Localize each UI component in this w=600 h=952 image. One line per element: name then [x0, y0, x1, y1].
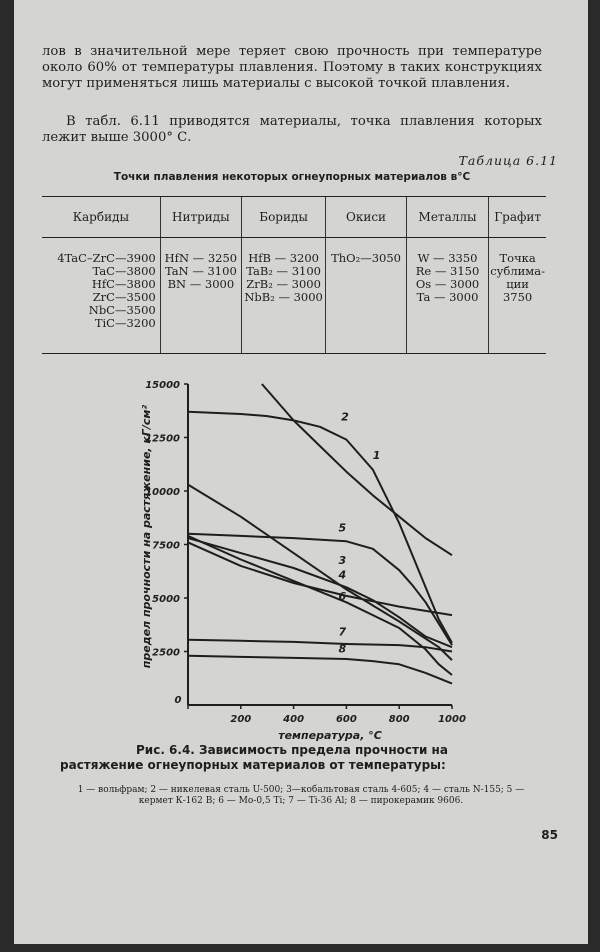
- cell-nitrides: [160, 238, 241, 354]
- paragraph-1: лов в значительной мере теряет свою прочность при температуре около 60% от температуры плавления. Поэтому в таких конструкциях могут применяться лишь материалы с высокой точкой плавления.: [42, 44, 542, 91]
- cell-borides: [242, 238, 326, 354]
- header-borides: Бориды: [242, 197, 326, 238]
- melting-points-table: [42, 196, 546, 354]
- x-tick-label: 1000: [438, 714, 466, 725]
- y-axis-label: предел прочности на растяжение, кГ/см²: [140, 404, 153, 669]
- table-entry: HfC—3800: [91, 277, 156, 291]
- y-tick-label: 5000: [152, 594, 180, 605]
- table-entry: BN — 3000: [167, 277, 235, 291]
- x-axis-label: температура, °C: [278, 729, 382, 742]
- series-label-4: 4: [338, 568, 347, 582]
- series-label-1: 1: [372, 448, 381, 462]
- series-line-1: [262, 384, 452, 555]
- y-tick-label: 12500: [145, 433, 180, 445]
- header-metals: Металлы: [406, 197, 488, 238]
- series-line-8: [188, 656, 452, 684]
- table-entry: TaC—3800: [92, 264, 156, 278]
- figure-caption: Рис. 6.4. Зависимость предела прочности на растяжение огнеупорных материалов от температуры:: [60, 743, 448, 772]
- x-tick-label: 400: [283, 714, 305, 725]
- series-line-7: [188, 640, 452, 652]
- y-tick-label: 10000: [145, 487, 180, 498]
- series-label-2: 2: [341, 410, 349, 424]
- series-label-8: 8: [338, 642, 347, 656]
- header-nitrides: Нитриды: [160, 197, 241, 238]
- table-entry: HfN — 3250: [164, 251, 238, 265]
- series-label-6: 6: [338, 590, 347, 604]
- header-carbides: Карбиды: [42, 197, 160, 238]
- series-label-3: 3: [338, 553, 347, 567]
- table-entry: 3750: [502, 290, 533, 304]
- table-entry: ции: [506, 277, 529, 291]
- strength-temperature-chart: [0, 370, 600, 742]
- table-entry: Точка: [499, 251, 536, 265]
- table-number: Таблица 6.11: [458, 153, 558, 168]
- table-entry: ZrC—3500: [92, 290, 156, 304]
- table-entry: ZrB₂ — 3000: [246, 277, 321, 291]
- page-number: 85: [541, 828, 558, 842]
- paragraph-2: В табл. 6.11 приводятся материалы, точка плавления которых лежит выше 3000° С.: [42, 114, 542, 145]
- x-tick-label: 600: [335, 714, 357, 725]
- table-entry: NbC—3500: [88, 303, 156, 317]
- series-line-1l: [188, 485, 452, 660]
- cell-metals: [406, 238, 488, 354]
- table-entry: 4TaC–ZrC—3900: [57, 251, 156, 265]
- x-tick-label: 0: [174, 695, 182, 706]
- table-entry: Re — 3150: [415, 264, 480, 278]
- table-entry: сублима-: [490, 264, 545, 278]
- cell-graphite: [489, 238, 546, 354]
- table-entry: Os — 3000: [415, 277, 480, 291]
- figure-legend: 1 — вольфрам; 2 — никелевая сталь U-500; 3—кобальтовая сталь 4-605; 4 — сталь N-155; 5 — кермет К-162 В; 6 — Мо-0,5 Ti; 7 — Ti-36 Al; 8 — пирокерамик 9606.: [77, 785, 525, 806]
- table-entry: Ta — 3000: [416, 290, 479, 304]
- x-tick-label: 200: [230, 714, 252, 725]
- table-entry: TiC—3200: [94, 316, 156, 330]
- header-graphite: Графит: [489, 197, 546, 238]
- x-tick-label: 800: [388, 714, 410, 725]
- table-entry: TaB₂ — 3100: [246, 264, 321, 278]
- table-title: Точки плавления некоторых огнеупорных материалов в°С: [113, 171, 471, 183]
- table-entry: NbB₂ — 3000: [244, 290, 323, 304]
- table-entry: TaN — 3100: [164, 264, 237, 278]
- y-tick-label: 15000: [145, 380, 180, 391]
- cell-carbides: [42, 238, 160, 354]
- y-tick-label: 7500: [152, 540, 180, 552]
- cell-oxides: [326, 238, 407, 354]
- table-entry: HfB — 3200: [248, 251, 320, 265]
- table-entry: W — 3350: [417, 251, 478, 265]
- series-label-5: 5: [338, 521, 347, 535]
- series-label-7: 7: [338, 625, 347, 639]
- header-oxides: Окиси: [326, 197, 407, 238]
- table-entry: ThO₂—3050: [331, 251, 401, 265]
- y-tick-label: 2500: [152, 647, 180, 659]
